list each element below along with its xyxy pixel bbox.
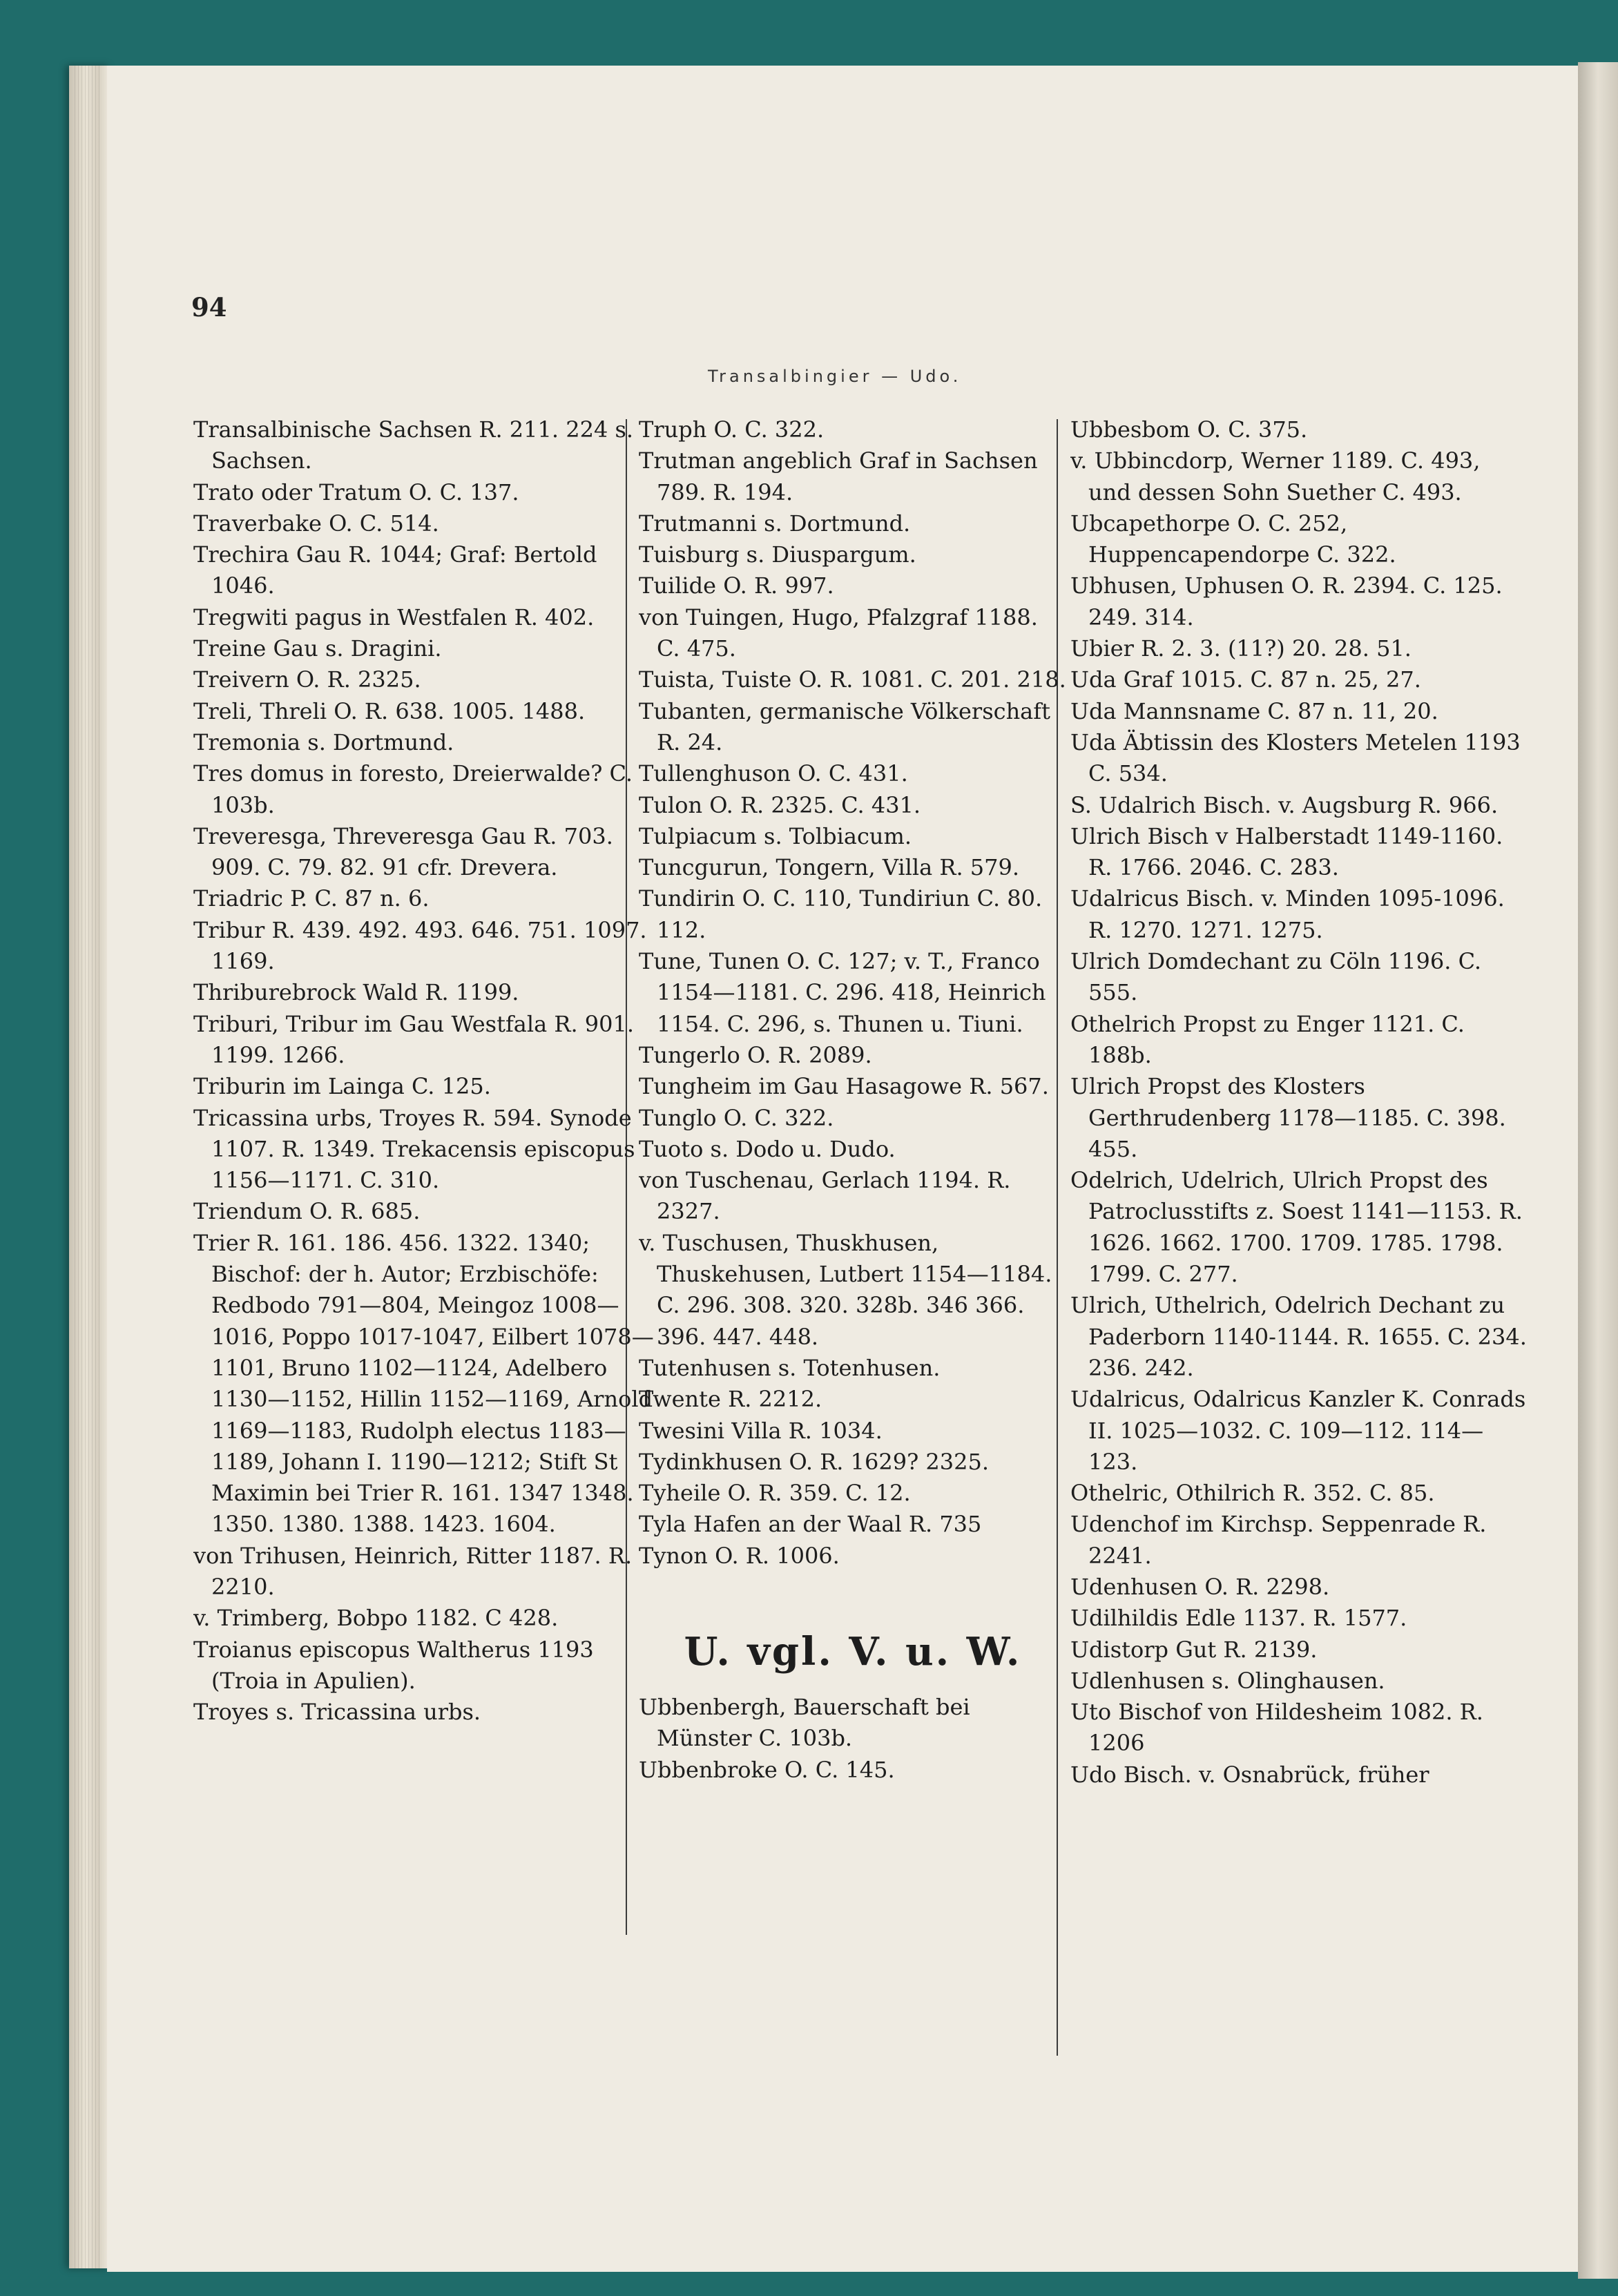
index-entry: Ubier R. 2. 3. (11?) 20. 28. 51.: [1070, 635, 1412, 662]
index-entry: Ubbenbroke O. C. 145.: [639, 1756, 895, 1783]
book-page: [107, 66, 1578, 2272]
index-entry: Udalricus, Odalricus Kanzler K. Conrads II. 1025—1032. C. 109—112. 114—123.: [1070, 1386, 1526, 1475]
index-entry: Tullenghuson O. C. 431.: [639, 760, 908, 787]
index-entry: Udenhusen O. R. 2298.: [1070, 1573, 1330, 1600]
index-entry: Traverbake O. C. 514.: [193, 510, 439, 537]
page-number: 94: [191, 292, 227, 322]
index-entry: v. Ubbincdorp, Werner 1189. C. 493, und dessen Sohn Suether C. 493.: [1070, 447, 1481, 505]
index-entry: Tremonia s. Dortmund.: [193, 729, 454, 755]
index-entry: Tuoto s. Dodo u. Dudo.: [639, 1135, 896, 1162]
index-entry: Trutman angeblich Graf in Sachsen 789. R. 194.: [639, 447, 1038, 505]
index-entry: Ubcapethorpe O. C. 252, Huppencapendorpe C. 322.: [1070, 510, 1396, 568]
index-entry: Udilhildis Edle 1137. R. 1577.: [1070, 1605, 1407, 1632]
index-entry: Tricassina urbs, Troyes R. 594. Synode 1107. R. 1349. Trekacensis episcopus 1156—1171. C. 310.: [193, 1104, 635, 1194]
index-entry: Uto Bischof von Hildesheim 1082. R. 1206: [1070, 1699, 1483, 1757]
index-entry: Udistorp Gut R. 2139.: [1070, 1636, 1318, 1663]
index-entry: Ubbesbom O. C. 375.: [1070, 416, 1308, 443]
index-entry: Trechira Gau R. 1044; Graf: Bertold 1046.: [193, 541, 597, 599]
index-entry: Tres domus in foresto, Dreierwalde? C. 103b.: [193, 760, 633, 818]
index-entry: Tulpiacum s. Tolbiacum.: [639, 822, 912, 849]
index-entry: Treivern O. R. 2325.: [193, 666, 421, 693]
section-heading-u: U. vgl. V. u. W.: [684, 1628, 1022, 1675]
index-entry: Udalricus Bisch. v. Minden 1095-1096. R. 1270. 1271. 1275.: [1070, 885, 1505, 943]
index-entry: Twesini Villa R. 1034.: [639, 1417, 883, 1444]
index-entry: Tundirin O. C. 110, Tundiriun C. 80. 112.: [639, 885, 1043, 943]
index-entry: Twente R. 2212.: [639, 1386, 822, 1413]
index-entry: Tunglo O. C. 322.: [639, 1104, 834, 1131]
index-entry: Tungheim im Gau Hasagowe R. 567.: [639, 1073, 1049, 1100]
facing-page-edge: [1578, 62, 1618, 2279]
index-entry: Troianus episcopus Waltherus 1193 (Troia in Apulien).: [193, 1636, 594, 1694]
index-column-middle: [639, 414, 1067, 2072]
index-entry: Uda Äbtissin des Klosters Metelen 1193 C. 534.: [1070, 729, 1521, 787]
index-entry: Tuisburg s. Diuspargum.: [639, 541, 916, 568]
index-entry: Tuilide O. R. 997.: [639, 572, 834, 599]
index-entry: Transalbinische Sachsen R. 211. 224 s. Sachsen.: [193, 416, 634, 474]
index-entry: Udo Bisch. v. Osnabrück, früher: [1070, 1761, 1429, 1788]
index-entry: Tuista, Tuiste O. R. 1081. C. 201. 218.: [639, 666, 1066, 693]
index-entry: Ulrich, Uthelrich, Odelrich Dechant zu Paderborn 1140-1144. R. 1655. C. 234. 236. 242.: [1070, 1292, 1527, 1381]
index-entry: Trier R. 161. 186. 456. 1322. 1340; Bischof: der h. Autor; Erzbischöfe: Redbodo 791—804, Meingoz 1008—1016, Poppo 1017-1047, Eilbert 1078—1101, Bruno 1102—1124, Adelbero 1130—1152, Hillin 1152—1169, Arnold 1169—1183, Rudolph electus 1183—1189, Johann I. 1190—1212; Stift St Maximin bei Trier R. 161. 1347 1348. 1350. 1380. 1388. 1423. 1604.: [193, 1229, 654, 1538]
index-entry: Tydinkhusen O. R. 1629? 2325.: [639, 1448, 990, 1475]
index-entry: Thriburebrock Wald R. 1199.: [193, 979, 519, 1006]
index-entry: Ulrich Propst des Klosters Gerthrudenberg 1178—1185. C. 398. 455.: [1070, 1073, 1506, 1162]
index-entry: Tune, Tunen O. C. 127; v. T., Franco 1154—1181. C. 296. 418, Heinrich 1154. C. 296, s. Thunen u. Tiuni.: [639, 948, 1046, 1037]
index-entry: Tutenhusen s. Totenhusen.: [639, 1354, 941, 1381]
index-entry: von Tuingen, Hugo, Pfalzgraf 1188. C. 475.: [639, 604, 1038, 662]
index-entry: Tulon O. R. 2325. C. 431.: [639, 791, 921, 818]
index-entry: Uda Mannsname C. 87 n. 11, 20.: [1070, 697, 1438, 724]
index-entry: Truph O. C. 322.: [639, 416, 825, 443]
index-entry: Treveresga, Threveresga Gau R. 703. 909. C. 79. 82. 91 cfr. Drevera.: [193, 822, 613, 881]
index-entry: S. Udalrich Bisch. v. Augsburg R. 966.: [1070, 791, 1499, 818]
index-entry: Trato oder Tratum O. C. 137.: [193, 479, 519, 505]
index-entry: Ubhusen, Uphusen O. R. 2394. C. 125. 249. 314.: [1070, 572, 1503, 630]
index-entry: Treli, Threli O. R. 638. 1005. 1488.: [193, 697, 586, 724]
index-entry: v. Trimberg, Bobpo 1182. C 428.: [193, 1605, 559, 1632]
index-entry: Tyheile O. R. 359. C. 12.: [639, 1480, 911, 1507]
index-entry: Triburi, Tribur im Gau Westfala R. 901. 1199. 1266.: [193, 1010, 635, 1068]
index-entry: Othelric, Othilrich R. 352. C. 85.: [1070, 1480, 1435, 1507]
book-page-stack: [69, 66, 110, 2268]
index-column-left: [193, 414, 659, 2072]
index-entry: v. Tuschusen, Thuskhusen, Thuskehusen, Lutbert 1154—1184. C. 296. 308. 320. 328b. 346 366. 396. 447. 448.: [639, 1229, 1052, 1350]
index-entry: Troyes s. Tricassina urbs.: [193, 1699, 481, 1726]
index-entry: Tribur R. 439. 492. 493. 646. 751. 1097. 1169.: [193, 916, 647, 975]
index-entry: Udenchof im Kirchsp. Seppenrade R. 2241.: [1070, 1511, 1487, 1569]
index-entry: von Trihusen, Heinrich, Ritter 1187. R. 2210.: [193, 1542, 633, 1600]
index-entry: Tungerlo O. R. 2089.: [639, 1041, 872, 1068]
index-entry: Ubbenbergh, Bauerschaft bei Münster C. 103b.: [639, 1693, 970, 1752]
index-entry: von Tuschenau, Gerlach 1194. R. 2327.: [639, 1167, 1011, 1225]
index-entry: Odelrich, Udelrich, Ulrich Propst des Patroclusstifts z. Soest 1141—1153. R. 1626. 1662. 1700. 1709. 1785. 1798. 1799. C. 277.: [1070, 1167, 1523, 1288]
index-entry: Ulrich Domdechant zu Cöln 1196. C. 555.: [1070, 948, 1482, 1006]
index-entry: Tyla Hafen an der Waal R. 735: [639, 1511, 982, 1538]
index-entry: Tregwiti pagus in Westfalen R. 402.: [193, 604, 595, 630]
index-entry: Treine Gau s. Dragini.: [193, 635, 442, 662]
index-entry: Triburin im Lainga C. 125.: [193, 1073, 491, 1100]
index-entry: Trutmanni s. Dortmund.: [639, 510, 911, 537]
index-entry: Ulrich Bisch v Halberstadt 1149-1160. R. 1766. 2046. C. 283.: [1070, 822, 1503, 881]
index-column-right: [1070, 414, 1530, 2072]
index-entry: Uda Graf 1015. C. 87 n. 25, 27.: [1070, 666, 1421, 693]
index-entry: Triadric P. C. 87 n. 6.: [193, 885, 430, 912]
index-entry: Othelrich Propst zu Enger 1121. C. 188b.: [1070, 1010, 1465, 1068]
running-title: Transalbingier — Udo.: [708, 367, 962, 386]
index-entry: Udlenhusen s. Olinghausen.: [1070, 1667, 1385, 1694]
index-entry: Tuncgurun, Tongern, Villa R. 579.: [639, 854, 1020, 881]
index-entry: Tubanten, germanische Völkerschaft R. 24.: [639, 697, 1050, 755]
index-entry: Tynon O. R. 1006.: [639, 1542, 840, 1569]
index-entry: Triendum O. R. 685.: [193, 1198, 421, 1225]
